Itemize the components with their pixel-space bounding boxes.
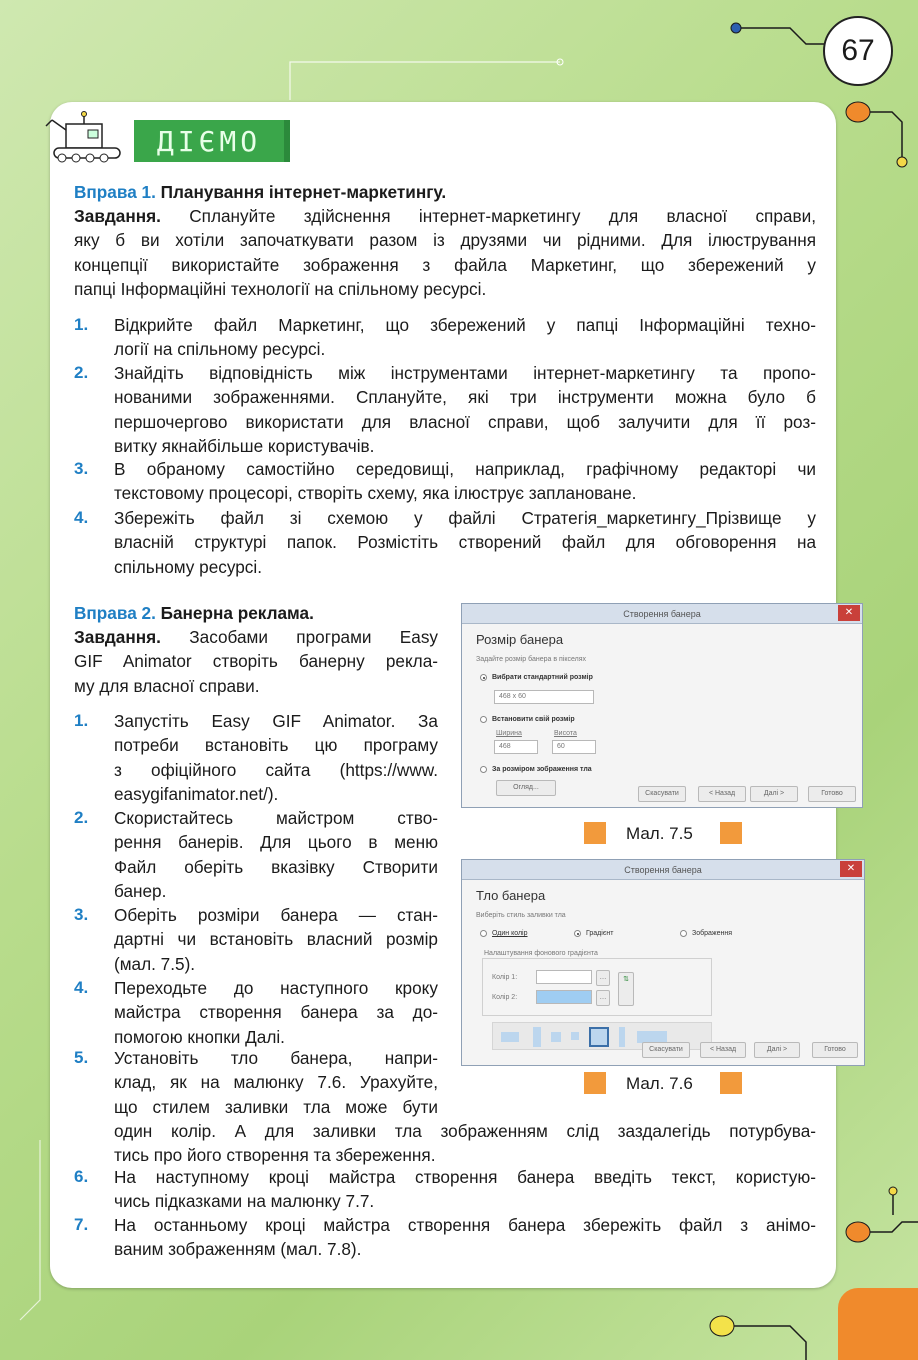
back-button[interactable]: < Назад (700, 1042, 746, 1058)
step-line: Переходьте до наступного кроку (114, 978, 438, 998)
width-label: Ширина (496, 730, 522, 737)
caption-marker-right (720, 822, 742, 844)
radio-custom-label: Встановити свій розмір (492, 716, 575, 723)
robot-icon (44, 110, 130, 166)
step-line: витку якнайбільше користувачів. (114, 435, 375, 456)
step-line: Оберіть розміри банера — стан- (114, 905, 438, 925)
radio-gradient[interactable] (574, 930, 581, 937)
step-line: потреби встановіть цю програму (114, 735, 438, 756)
close-icon[interactable]: ✕ (840, 861, 862, 877)
step-line: Установіть тло банера, напри- (114, 1048, 438, 1068)
step-line: текстовому процесорі, створіть схему, яка ілюструє заплановане. (114, 483, 637, 504)
step-line: На наступному кроці майстра створення банера введіть текст, користую- (114, 1167, 816, 1187)
dialog-subtitle: Виберіть стиль заливки тла (476, 912, 566, 919)
corner-tab (838, 1288, 918, 1360)
figure-7-5-caption: Мал. 7.5 (626, 824, 693, 843)
color2-swatch[interactable] (536, 990, 592, 1004)
step-line: тись про його створення та збереження. (114, 1145, 436, 1166)
next-button[interactable]: Далі > (750, 786, 798, 802)
height-label: Висота (554, 730, 577, 737)
radio-solid[interactable] (480, 930, 487, 937)
color2-picker-button[interactable]: … (596, 990, 610, 1006)
radio-standard-label: Вибрати стандартний розмір (492, 674, 593, 681)
radio-solid-label: Один колір (492, 930, 528, 937)
page-number: 67 (823, 16, 893, 86)
step-line: В обраному самостійно середовищі, наприклад, графічному редакторі чи (114, 459, 816, 479)
gradient-group (482, 958, 712, 1016)
step-number: 1. (74, 711, 89, 730)
swap-colors-icon[interactable]: ⇅ (618, 972, 634, 1006)
width-field[interactable]: 468 (494, 740, 538, 754)
step-line: спільному ресурсі. (114, 556, 262, 577)
color2-label: Колір 2: (492, 994, 518, 1001)
back-button[interactable]: < Назад (698, 786, 746, 802)
step-line: з офіційного сайта (https://www. (114, 759, 438, 780)
step-number: 3. (74, 459, 89, 478)
step-line: рення банерів. Для цього в меню (114, 832, 438, 853)
height-field[interactable]: 60 (552, 740, 596, 754)
step-number: 7. (74, 1215, 89, 1234)
step-line: логії на спільному ресурсі. (114, 339, 326, 360)
gradient-style-3[interactable] (551, 1032, 561, 1042)
dialog-subtitle: Задайте розмір банера в пікселях (476, 656, 587, 663)
figure-7-5-screenshot (461, 603, 863, 808)
ex1-heading: Вправа 1. Планування інтернет-маркетингу. (74, 182, 447, 202)
step-number: 4. (74, 508, 89, 527)
caption-marker-left (584, 822, 606, 844)
gradient-style-1[interactable] (501, 1032, 519, 1042)
figure-7-6-caption: Мал. 7.6 (626, 1074, 693, 1093)
step-line: один колір. А для заливки тла зображенням слід заздалегідь потурбува- (114, 1120, 816, 1141)
next-button[interactable]: Далі > (754, 1042, 800, 1058)
step-number: 2. (74, 808, 89, 827)
dialog-heading: Розмір банера (476, 632, 564, 647)
step-line: Збережіть файл зі схемою у файлі Стратегія_маркетингу_Прізвище у (114, 508, 816, 528)
finish-button[interactable]: Готово (812, 1042, 858, 1058)
gradient-style-4[interactable] (571, 1032, 579, 1040)
step-line: першочергово використати для власної справи, щоб залучити для її роз- (114, 411, 816, 432)
step-number: 3. (74, 905, 89, 924)
radio-picture-label: Зображення (692, 930, 733, 937)
step-line: (мал. 7.5). (114, 953, 196, 974)
step-line: Відкрийте файл Маркетинг, що збережений у папці Інформаційні техно- (114, 315, 816, 335)
caption-marker-left (584, 1072, 606, 1094)
step-line: Файл оберіть вказівку Створити (114, 856, 438, 877)
step-line: На останньому кроці майстра створення банера збережіть файл з анімо- (114, 1215, 816, 1235)
step-line: дартні чи встановіть власний розмір (114, 929, 438, 950)
color1-picker-button[interactable]: … (596, 970, 610, 986)
step-number: 4. (74, 978, 89, 997)
step-line: нованими зображеннями. Сплануйте, які три інструменти можна було б (114, 387, 816, 408)
step-line: Знайдіть відповідність між інструментами інтернет-маркетингу та пропо- (114, 363, 816, 383)
step-number: 6. (74, 1167, 89, 1186)
color1-label: Колір 1: (492, 974, 518, 981)
ex1-task: Завдання. Сплануйте здійснення інтернет-маркетингу для власної справи, яку б ви хотіли започаткувати разом із друзями чи рідними. Для ілюстрування концепції використайте зображення з файла Маркетинг, що збережений у папці Інформаційні технології на спільному ресурсі. (74, 206, 816, 299)
step-line: ваним зображенням (мал. 7.8). (114, 1239, 362, 1260)
step-line: банер. (114, 880, 167, 901)
gradient-style-6[interactable] (619, 1027, 625, 1047)
browse-button[interactable]: Огляд... (496, 780, 556, 796)
gradient-group-label: Налаштування фонового градієнта (484, 950, 598, 957)
close-icon[interactable]: ✕ (838, 605, 860, 621)
step-number: 1. (74, 315, 89, 334)
figure-7-6-screenshot (461, 859, 865, 1066)
step-line: клад, як на малюнку 7.6. Урахуйте, (114, 1072, 438, 1093)
finish-button[interactable]: Готово (808, 786, 856, 802)
color1-swatch[interactable] (536, 970, 592, 984)
step-line: Скористайтесь майстром ство- (114, 808, 438, 828)
radio-image-label: За розміром зображення тла (492, 766, 592, 773)
radio-image[interactable] (480, 766, 487, 773)
dialog-heading: Тло банера (476, 888, 546, 903)
section-badge: ДІЄМО (134, 120, 290, 162)
step-number: 2. (74, 363, 89, 382)
cancel-button[interactable]: Скасувати (642, 1042, 690, 1058)
radio-gradient-label: Градієнт (586, 930, 614, 937)
caption-marker-right (720, 1072, 742, 1094)
gradient-style-5-selected[interactable] (589, 1027, 609, 1047)
step-line: чись підказками на малюнку 7.7. (114, 1191, 375, 1212)
size-select[interactable]: 468 x 60 (494, 690, 594, 704)
window-titlebar: Створення банера ✕ (462, 860, 864, 880)
step-line: власній структурі папок. Розмістіть створений файл для обговорення на (114, 532, 816, 553)
window-titlebar: Створення банера ✕ (462, 604, 862, 624)
step-number: 5. (74, 1048, 89, 1067)
step-line: що стилем заливки тла може бути (114, 1096, 438, 1117)
radio-custom[interactable] (480, 716, 487, 723)
ex2-task: Завдання. Засобами програми Easy GIF Animator створіть банерну рекла- му для власної справи. (74, 627, 439, 696)
radio-picture[interactable] (680, 930, 687, 937)
step-line: помогою кнопки Далі. (114, 1026, 285, 1047)
step-line: майстра створення банера за до- (114, 1002, 438, 1023)
cancel-button[interactable]: Скасувати (638, 786, 686, 802)
gradient-style-2[interactable] (533, 1027, 541, 1047)
step-line: Запустіть Easy GIF Animator. За (114, 711, 438, 731)
step-line: easygifanimator.net/). (114, 783, 279, 804)
ex2-heading: Вправа 2. Банерна реклама. (74, 603, 314, 623)
radio-standard[interactable] (480, 674, 487, 681)
